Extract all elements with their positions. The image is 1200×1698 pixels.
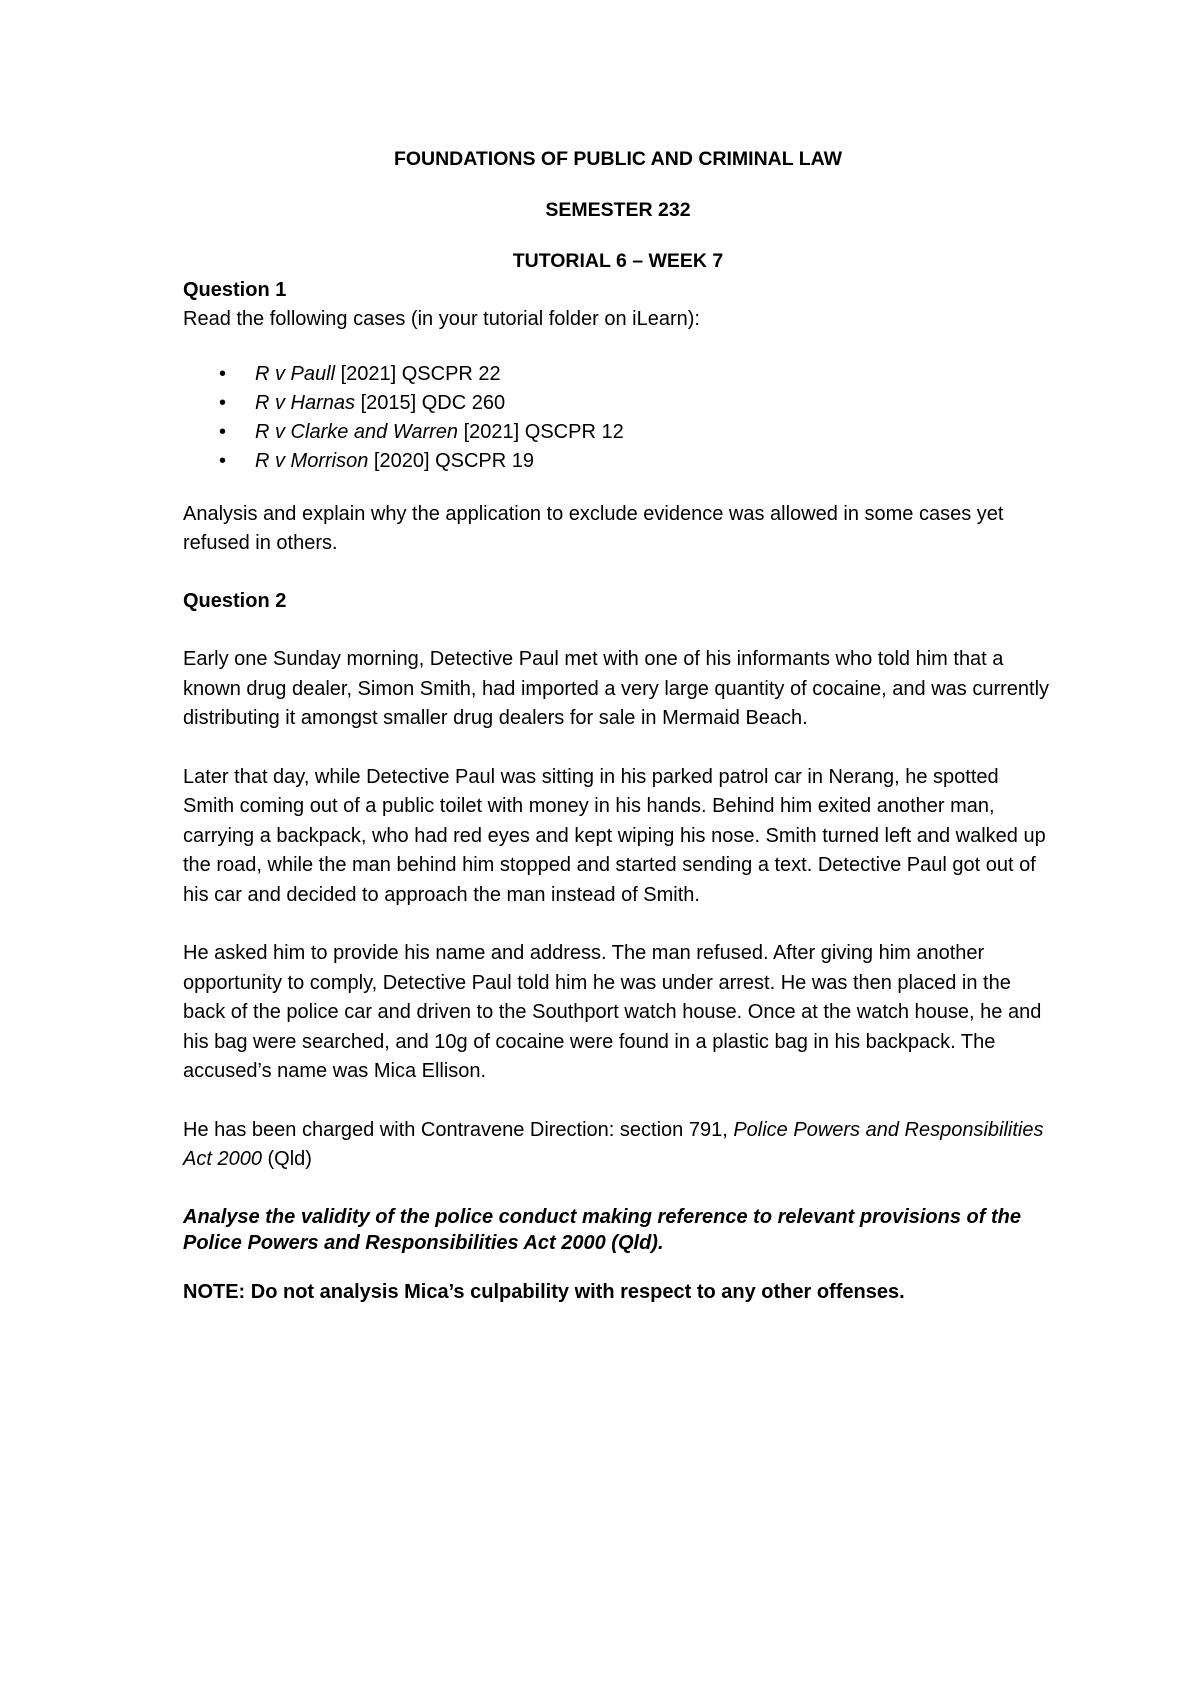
bullet-icon: • — [219, 450, 227, 472]
case-list — [183, 360, 1053, 476]
case-item — [183, 447, 1053, 476]
case-item — [183, 360, 1053, 389]
jurisdiction-text: (Qld) — [261, 1148, 312, 1170]
question-2-title: Question 2 — [183, 590, 287, 612]
case-item — [183, 389, 1053, 418]
question-1-title: Question 1 — [183, 279, 287, 301]
act-name: Police Powers and Responsibilities Act 2000 — [183, 1118, 1044, 1170]
case-citation: [2021] QSCPR 12 — [458, 421, 624, 443]
bullet-icon: • — [219, 421, 227, 443]
document-content — [183, 145, 1053, 1307]
bullet-icon: • — [219, 363, 227, 385]
question-2-paragraph-3: He asked him to provide his name and address. The man refused. After giving him another opportunity to comply, Detective Paul told him he was under arrest. He was then placed in the back of the police car and driven to the Southport watch house. Once at the watch house, he and his bag were searched, and 10g of cocaine were found in a plastic bag in his backpack. The accused’s name was Mica Ellison. — [183, 942, 1042, 1082]
case-name: R v Paull — [255, 363, 336, 385]
case-name: R v Clarke and Warren — [255, 421, 459, 443]
case-citation: [2015] QDC 260 — [355, 392, 506, 414]
case-name: R v Harnas — [255, 392, 356, 414]
case-name: R v Morrison — [255, 450, 369, 472]
question-1-task: Analysis and explain why the application to exclude evidence was allowed in some cases yet refused in others. — [183, 503, 1004, 554]
case-citation: [2021] QSCPR 22 — [335, 363, 501, 385]
case-item — [183, 418, 1053, 447]
question-2-paragraph-2: Later that day, while Detective Paul was sitting in his parked patrol car in Nerang, he spotted Smith coming out of a public toilet with money in his hands. Behind him exited another man, carrying a backpack, who had red eyes and kept wiping his nose. Smith turned left and walked up the road, while the man behind him stopped and started sending a text. Detective Paul got out of his car and decided to approach the man instead of Smith. — [183, 765, 1046, 906]
question-2-paragraph-1: Early one Sunday morning, Detective Paul met with one of his informants who told him that a known drug dealer, Simon Smith, had imported a very large quantity of cocaine, and was currently distributing it amongst smaller drug dealers for sale in Mermaid Beach. — [183, 648, 1050, 729]
question-2-note: NOTE: Do not analysis Mica’s culpability with respect to any other offenses. — [183, 1280, 905, 1303]
question-2-paragraph-4 — [183, 1116, 1053, 1175]
charge-text: He has been charged with Contravene Direction: section 791, — [183, 1118, 734, 1141]
semester-heading: SEMESTER 232 — [545, 199, 691, 221]
case-citation: [2020] QSCPR 19 — [368, 450, 535, 472]
document-title: FOUNDATIONS OF PUBLIC AND CRIMINAL LAW — [393, 148, 843, 170]
bullet-icon: • — [219, 392, 227, 414]
question-1-intro: Read the following cases (in your tutorial folder on iLearn): — [183, 308, 700, 330]
question-2-instruction: Analyse the validity of the police conduct making reference to relevant provisions of the Police Powers and Responsibilities Act 2000 (Qld). — [183, 1205, 1021, 1254]
tutorial-heading: TUTORIAL 6 – WEEK 7 — [512, 250, 724, 272]
